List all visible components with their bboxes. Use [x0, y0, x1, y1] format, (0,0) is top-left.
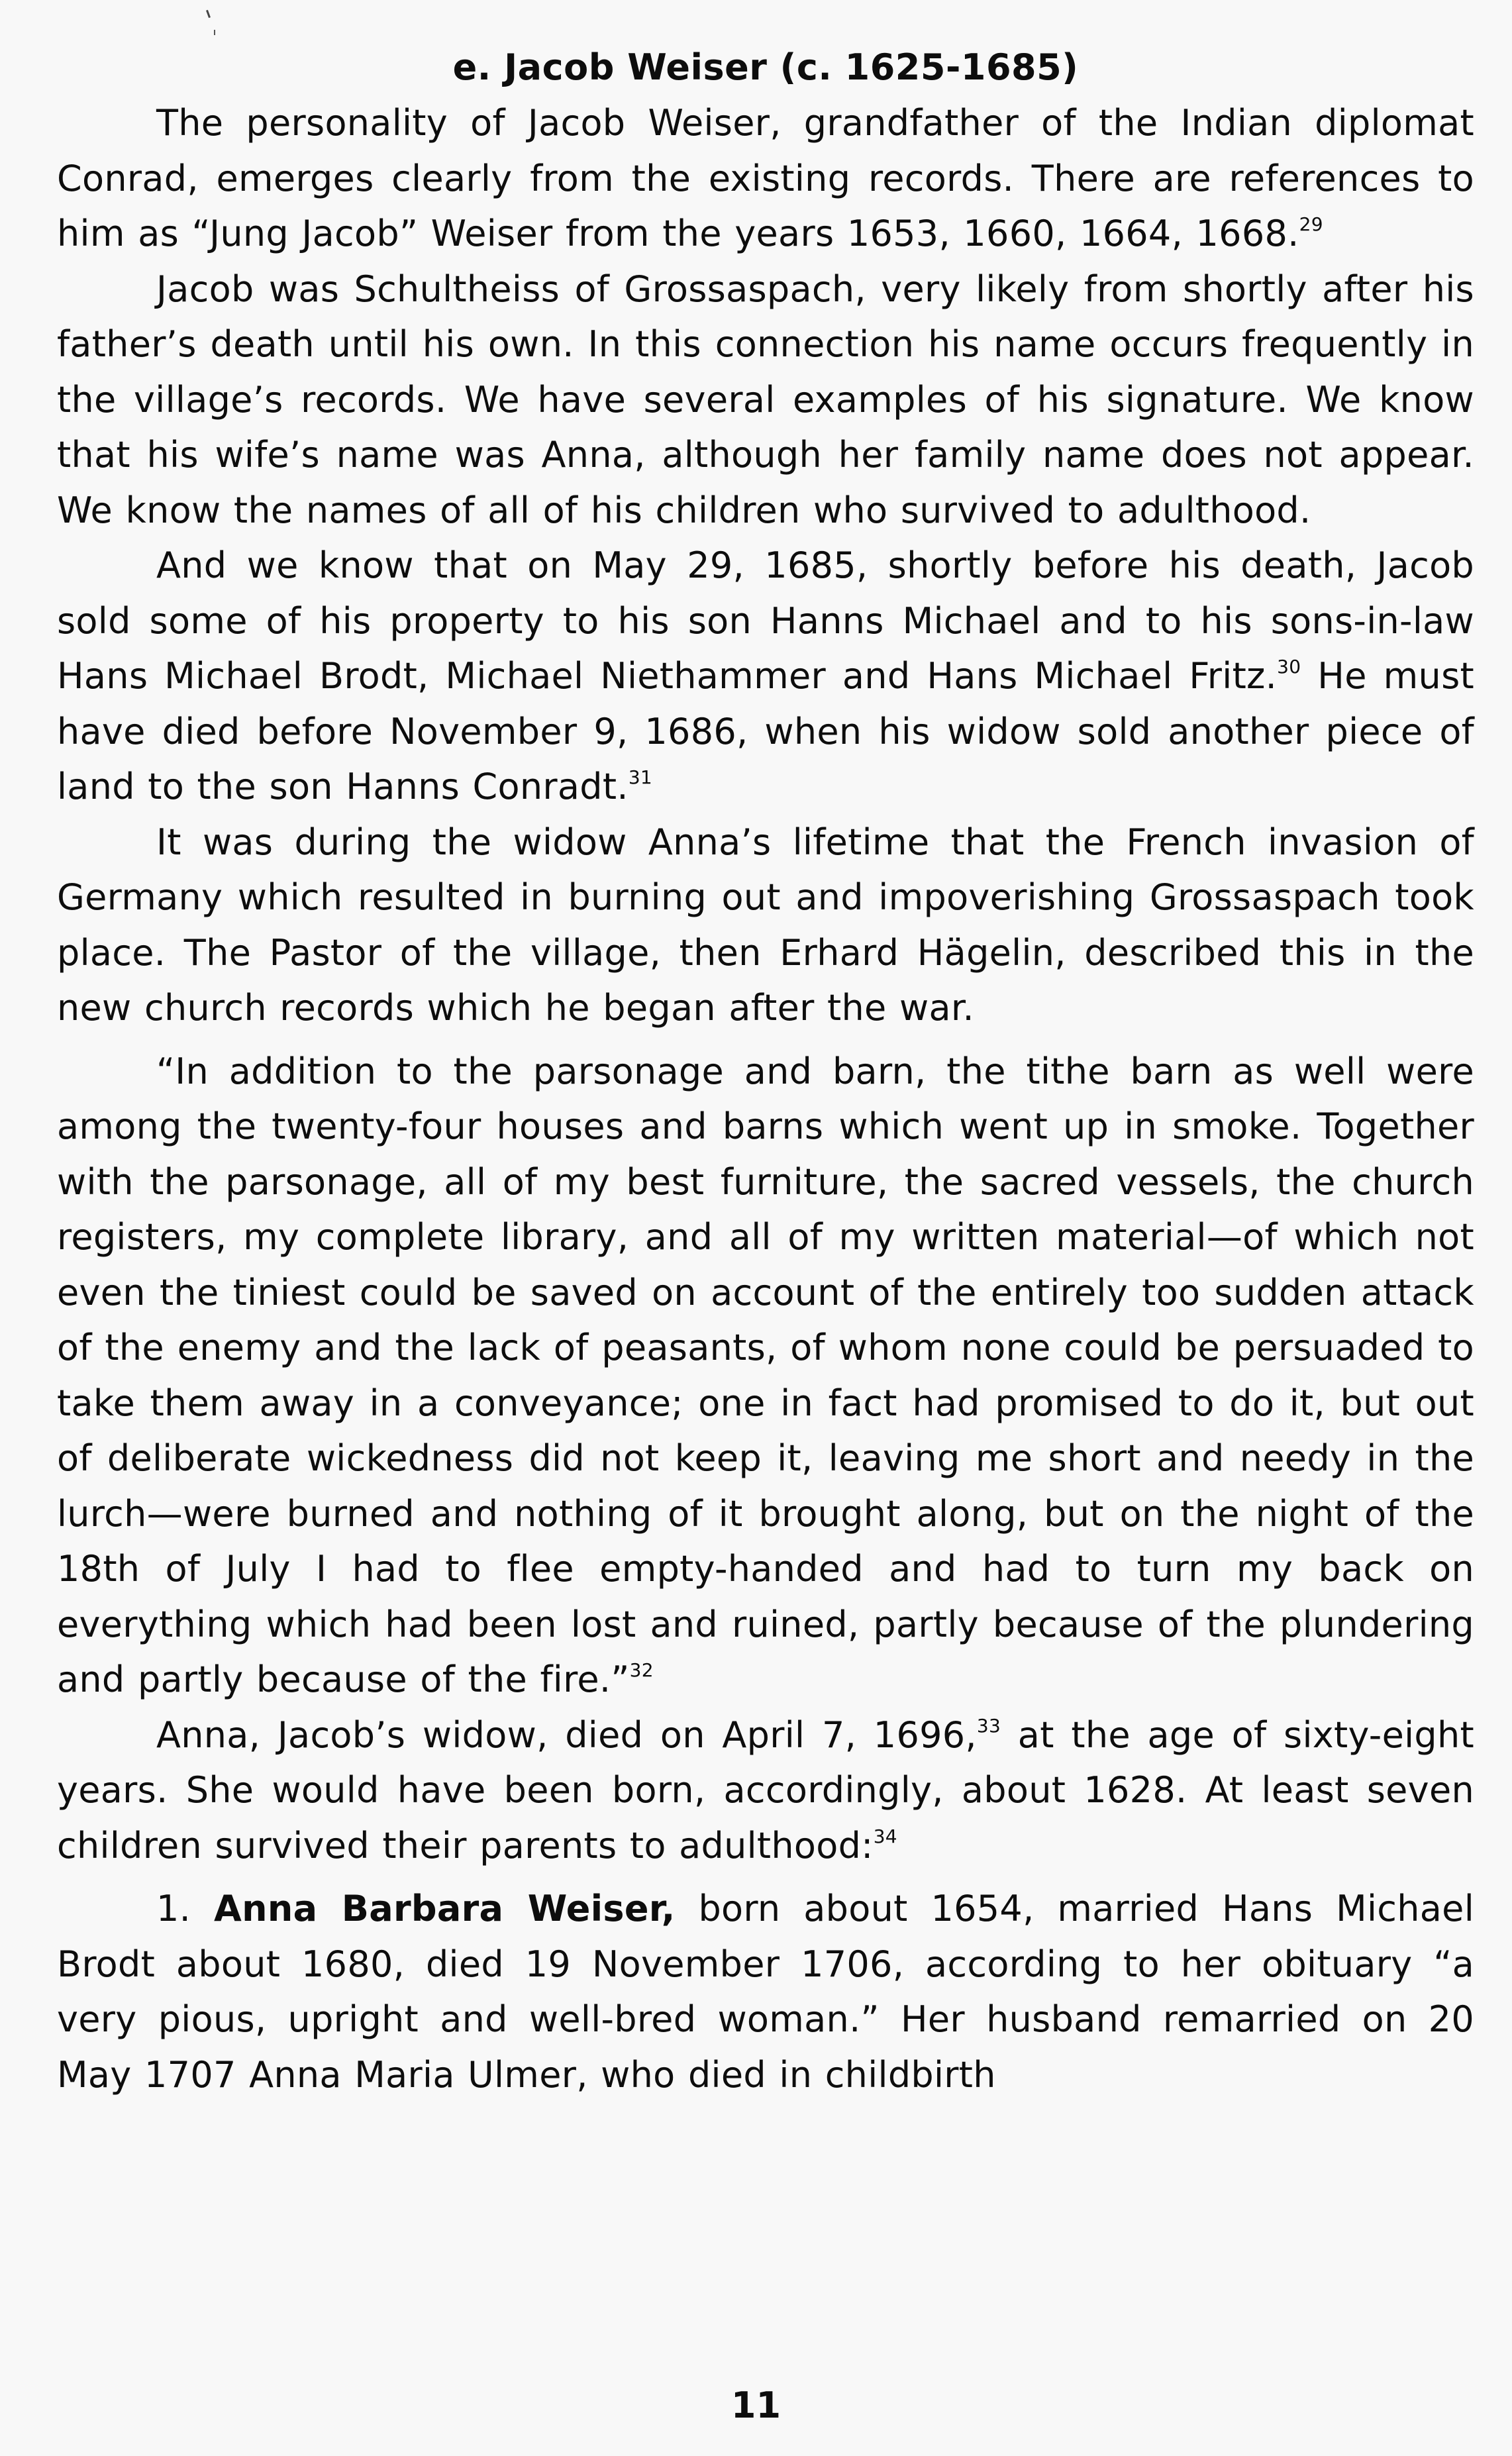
- footnote-ref: 30: [1277, 656, 1301, 678]
- paragraph-french-invasion: It was during the widow Anna’s lifetime that the French invasion of Germany which resulted in burning out and impoverishing Grossaspach took place. The Pastor of the village, then Erhard Hägelin, described this in the new church records which he began after the war.: [57, 821, 1474, 1029]
- scan-artifact-mark: [206, 10, 211, 18]
- footnote-ref: 29: [1299, 213, 1323, 235]
- quote-text: “In addition to the parsonage and barn, the tithe barn as well were among the twenty-four houses and barns which went up in smoke. Together with the parsonage, all of my best furniture, the sacred vessels, the church registers, my complete library, and all of my written material—of which not even the tiniest could be saved on account of the entirely too sudden attack of the enemy and the lack of peasants, of whom none could be persuaded to take them away in a conveyance; one in fact had promised to do it, but out of deliberate wickedness did not keep it, leaving me short and needy in the lurch—were burned and nothing of it brought along, but on the night of the 18th of July I had to flee empty-handed and had to turn my back on everything which had been lost and ruined, partly because of the plundering and partly because of the fire.”: [57, 1050, 1474, 1700]
- list-item-text: born about 1654, married Hans Michael Brodt about 1680, died 19 November 1706, according to her obituary “a very pious, upright and well-bred woman.” Her husband remarried on 20 May 1707 Anna Maria Ulmer, who died in childbirth: [57, 1888, 1475, 2096]
- section-heading: e. Jacob Weiser (c. 1625-1685): [452, 46, 1079, 88]
- footnote-ref: 31: [628, 766, 653, 788]
- paragraph-anna-death: [57, 1708, 1474, 1874]
- paragraph-text: And we know that on May 29, 1685, shortly before his death, Jacob sold some of his property to his son Hanns Michael and to his sons-in-law Hans Michael Brodt, Michael Niethammer and Hans Michael Fritz.: [57, 544, 1474, 697]
- paragraph-pastor-quote: [57, 1044, 1474, 1708]
- footnote-ref: 34: [873, 1825, 897, 1847]
- footnote-ref: 33: [976, 1714, 1001, 1737]
- footnote-ref: 32: [629, 1659, 654, 1681]
- paragraph-text: He must have died before November 9, 1686, when his widow sold another piece of land to the son Hanns Conradt.: [57, 655, 1474, 807]
- page-number: 11: [731, 2384, 781, 2426]
- paragraph-personality: [57, 95, 1474, 262]
- paragraph-text: at the age of sixty-eight years. She would have been born, accordingly, about 1628. At least seven children survived their parents to adulthood:: [57, 1714, 1474, 1867]
- paragraph-text: Anna, Jacob’s widow, died on April 7, 1696,: [156, 1714, 977, 1756]
- child-name: Anna Barbara Weiser,: [213, 1888, 676, 1929]
- paragraph-schultheiss: Jacob was Schultheiss of Grossaspach, very likely from shortly after his father’s death until his own. In this connection his name occurs frequently in the village’s records. We have several examples of his signature. We know that his wife’s name was Anna, although her family name does not appear. We know the names of all of his children who survived to adulthood.: [57, 268, 1474, 531]
- list-item-number: 1.: [156, 1888, 191, 1929]
- paragraph-text: The personality of Jacob Weiser, grandfather of the Indian diplomat Conrad, emerges clearly from the existing records. There are references to him as “Jung Jacob” Weiser from the years 1653, 1660, 1664, 1668.: [57, 102, 1474, 254]
- list-item-child-1: [57, 1881, 1474, 2102]
- document-page: [57, 40, 1474, 2102]
- paragraph-property-sale: [57, 538, 1474, 815]
- scan-artifact-mark: [214, 30, 215, 35]
